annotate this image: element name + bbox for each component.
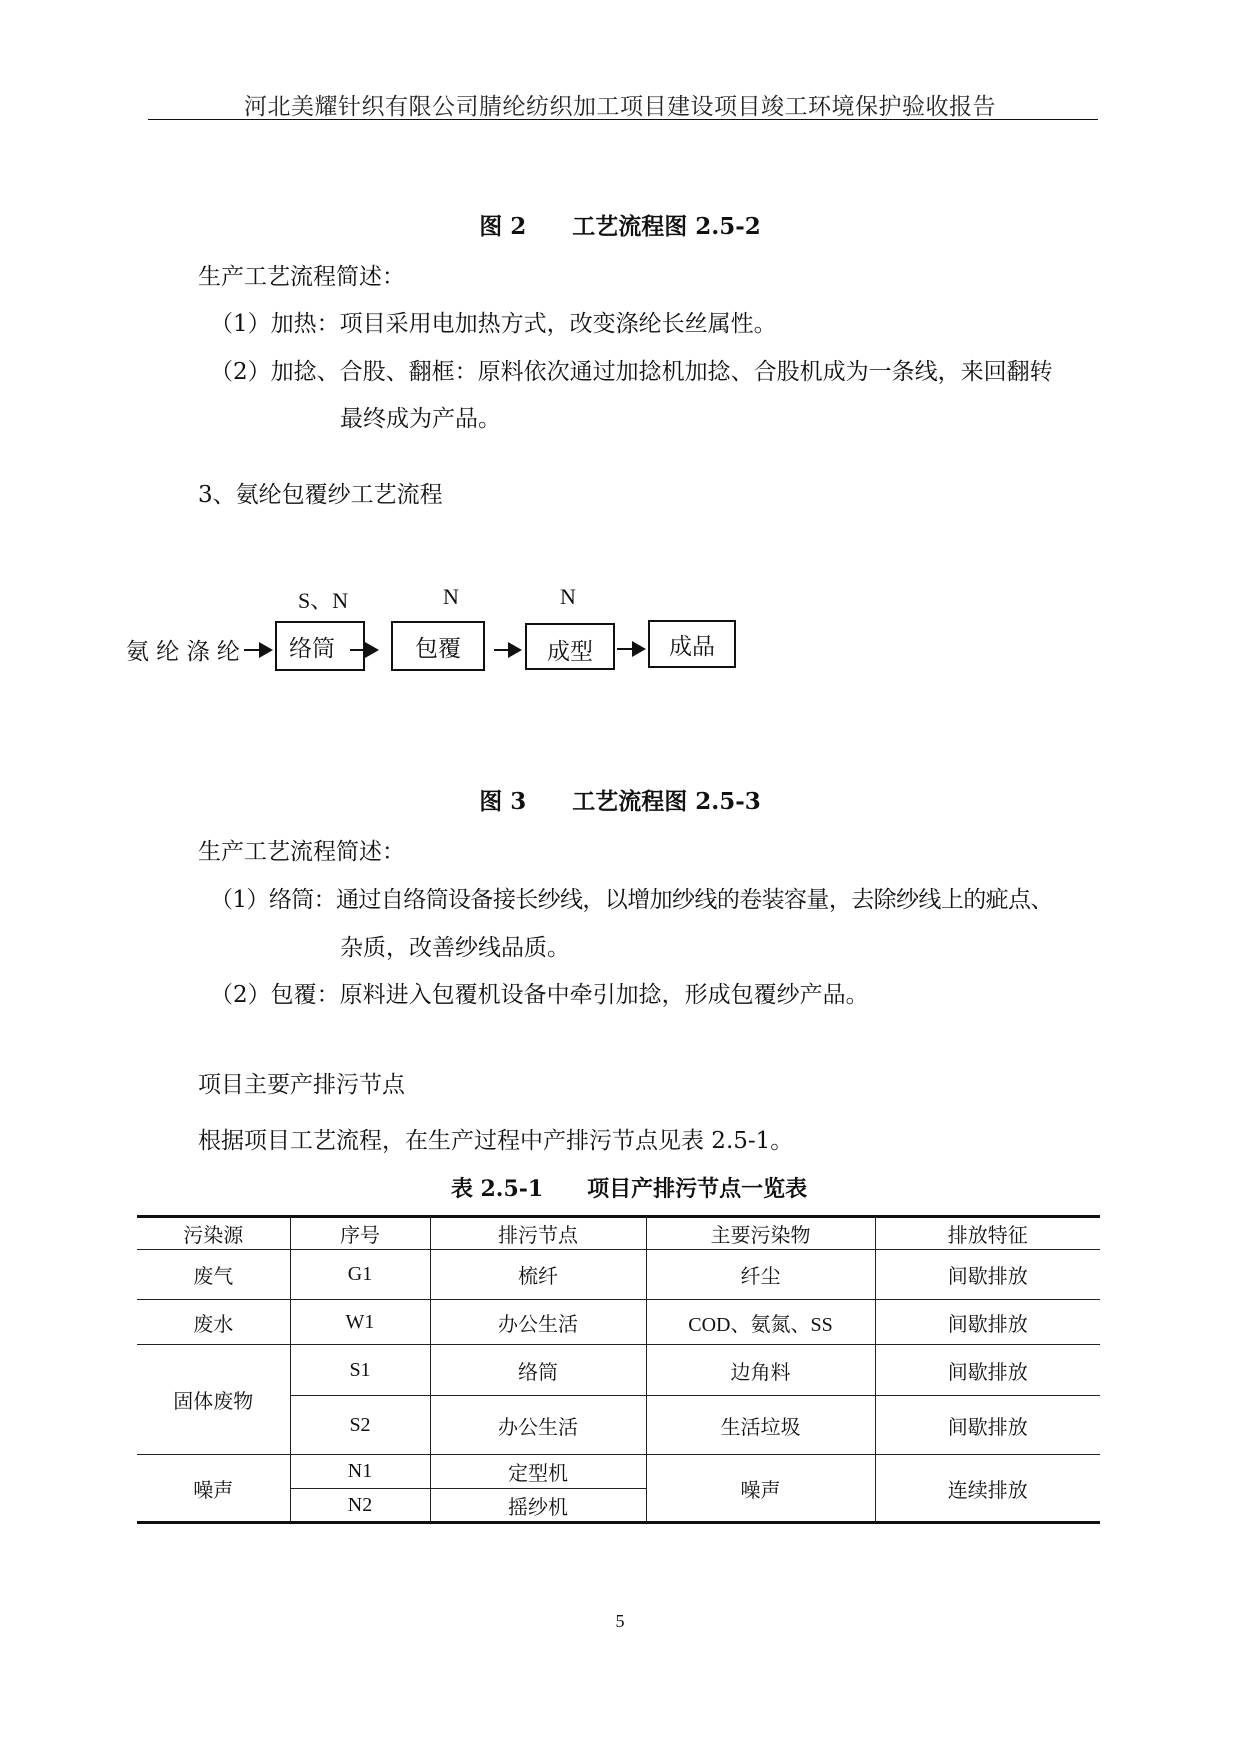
figure-2-item-2: （2）加捻、合股、翻框：原料依次通过加捻机加捻、合股机成为一条线，来回翻转	[210, 359, 1053, 385]
node-cell: 络筒	[430, 1345, 646, 1396]
header-rule	[148, 119, 1098, 120]
feature-cell: 间歇排放	[875, 1300, 1100, 1345]
id-cell: W1	[290, 1300, 430, 1345]
arrow-icon	[494, 649, 520, 651]
source-cell: 固体废物	[137, 1345, 290, 1455]
table-row	[137, 1250, 1100, 1300]
figure-3-continuation: 杂质，改善纱线品质。	[340, 935, 570, 961]
figure-2-item-1: （1）加热：项目采用电加热方式，改变涤纶长丝属性。	[210, 311, 777, 337]
source-cell: 废水	[137, 1300, 290, 1345]
id-cell: G1	[290, 1250, 430, 1300]
pollutant-cell: 生活垃圾	[646, 1396, 875, 1455]
flow-step-finished-product	[648, 620, 736, 668]
header-cell: 主要污染物	[646, 1217, 875, 1250]
pollutant-label-forming: N	[560, 584, 576, 609]
header-cell: 污染源	[137, 1217, 290, 1250]
table-row	[137, 1345, 1100, 1396]
section-3-heading: 3、氨纶包覆纱工艺流程	[198, 482, 443, 508]
feature-cell: 间歇排放	[875, 1345, 1100, 1396]
pollutant-label-covering: N	[443, 584, 459, 609]
arrow-icon	[244, 649, 271, 651]
nodes-heading: 项目主要产排污节点	[198, 1072, 405, 1098]
id-cell: S1	[290, 1345, 430, 1396]
header-cell: 排污节点	[430, 1217, 646, 1250]
flow-step-label: 成型	[547, 639, 593, 665]
node-cell: 办公生活	[430, 1300, 646, 1345]
figure-3-intro: 生产工艺流程简述：	[198, 839, 405, 865]
figure-3-caption: 图 3 工艺流程图 2.5-3	[479, 788, 761, 815]
figure-3-item-2: （2）包覆：原料进入包覆机设备中牵引加捻，形成包覆纱产品。	[210, 982, 869, 1008]
pollutant-cell: 边角料	[646, 1345, 875, 1396]
node-cell: 摇纱机	[430, 1489, 646, 1523]
figure-2-continuation: 最终成为产品。	[340, 406, 501, 432]
node-cell: 定型机	[430, 1455, 646, 1489]
node-cell: 办公生活	[430, 1396, 646, 1455]
flow-step-winding	[275, 621, 365, 671]
node-cell: 梳纤	[430, 1250, 646, 1300]
header-cell: 序号	[290, 1217, 430, 1250]
id-cell: N2	[290, 1489, 430, 1523]
table-row	[137, 1300, 1100, 1345]
header-cell: 排放特征	[875, 1217, 1100, 1250]
pollution-nodes-table	[137, 1215, 1100, 1524]
figure-2-intro: 生产工艺流程简述：	[198, 264, 405, 290]
feature-cell: 间歇排放	[875, 1396, 1100, 1455]
figure-2-caption: 图 2 工艺流程图 2.5-2	[479, 213, 761, 240]
flow-step-covering	[391, 621, 485, 671]
id-cell: N1	[290, 1455, 430, 1489]
id-cell: S2	[290, 1396, 430, 1455]
flow-input-label: 氨 纶 涤 纶	[126, 639, 240, 665]
source-cell: 噪声	[137, 1455, 290, 1523]
document-header: 河北美耀针织有限公司腈纶纺织加工项目建设项目竣工环境保护验收报告	[244, 94, 996, 120]
figure-3-item-1: （1）络筒：通过自络筒设备接长纱线，以增加纱线的卷装容量，去除纱线上的疵点、	[210, 887, 1053, 913]
flow-step-forming	[525, 623, 615, 670]
feature-cell: 连续排放	[875, 1455, 1100, 1523]
pollutant-label-winding: S、N	[298, 588, 349, 613]
flow-step-label: 包覆	[415, 635, 461, 662]
table-header-row	[137, 1217, 1100, 1250]
table-row	[137, 1455, 1100, 1489]
pollutant-cell: COD、氨氮、SS	[646, 1300, 875, 1345]
flow-step-label: 成品	[669, 633, 715, 660]
arrow-icon	[350, 649, 377, 651]
page-number: 5	[615, 1611, 625, 1631]
source-cell: 废气	[137, 1250, 290, 1300]
pollutant-cell: 纤尘	[646, 1250, 875, 1300]
table-caption: 表 2.5-1 项目产排污节点一览表	[450, 1176, 808, 1202]
pollutant-cell: 噪声	[646, 1455, 875, 1523]
nodes-text: 根据项目工艺流程，在生产过程中产排污节点见表 2.5-1。	[198, 1128, 794, 1154]
flow-step-label: 络筒	[289, 635, 335, 662]
feature-cell: 间歇排放	[875, 1250, 1100, 1300]
arrow-icon	[617, 648, 644, 650]
